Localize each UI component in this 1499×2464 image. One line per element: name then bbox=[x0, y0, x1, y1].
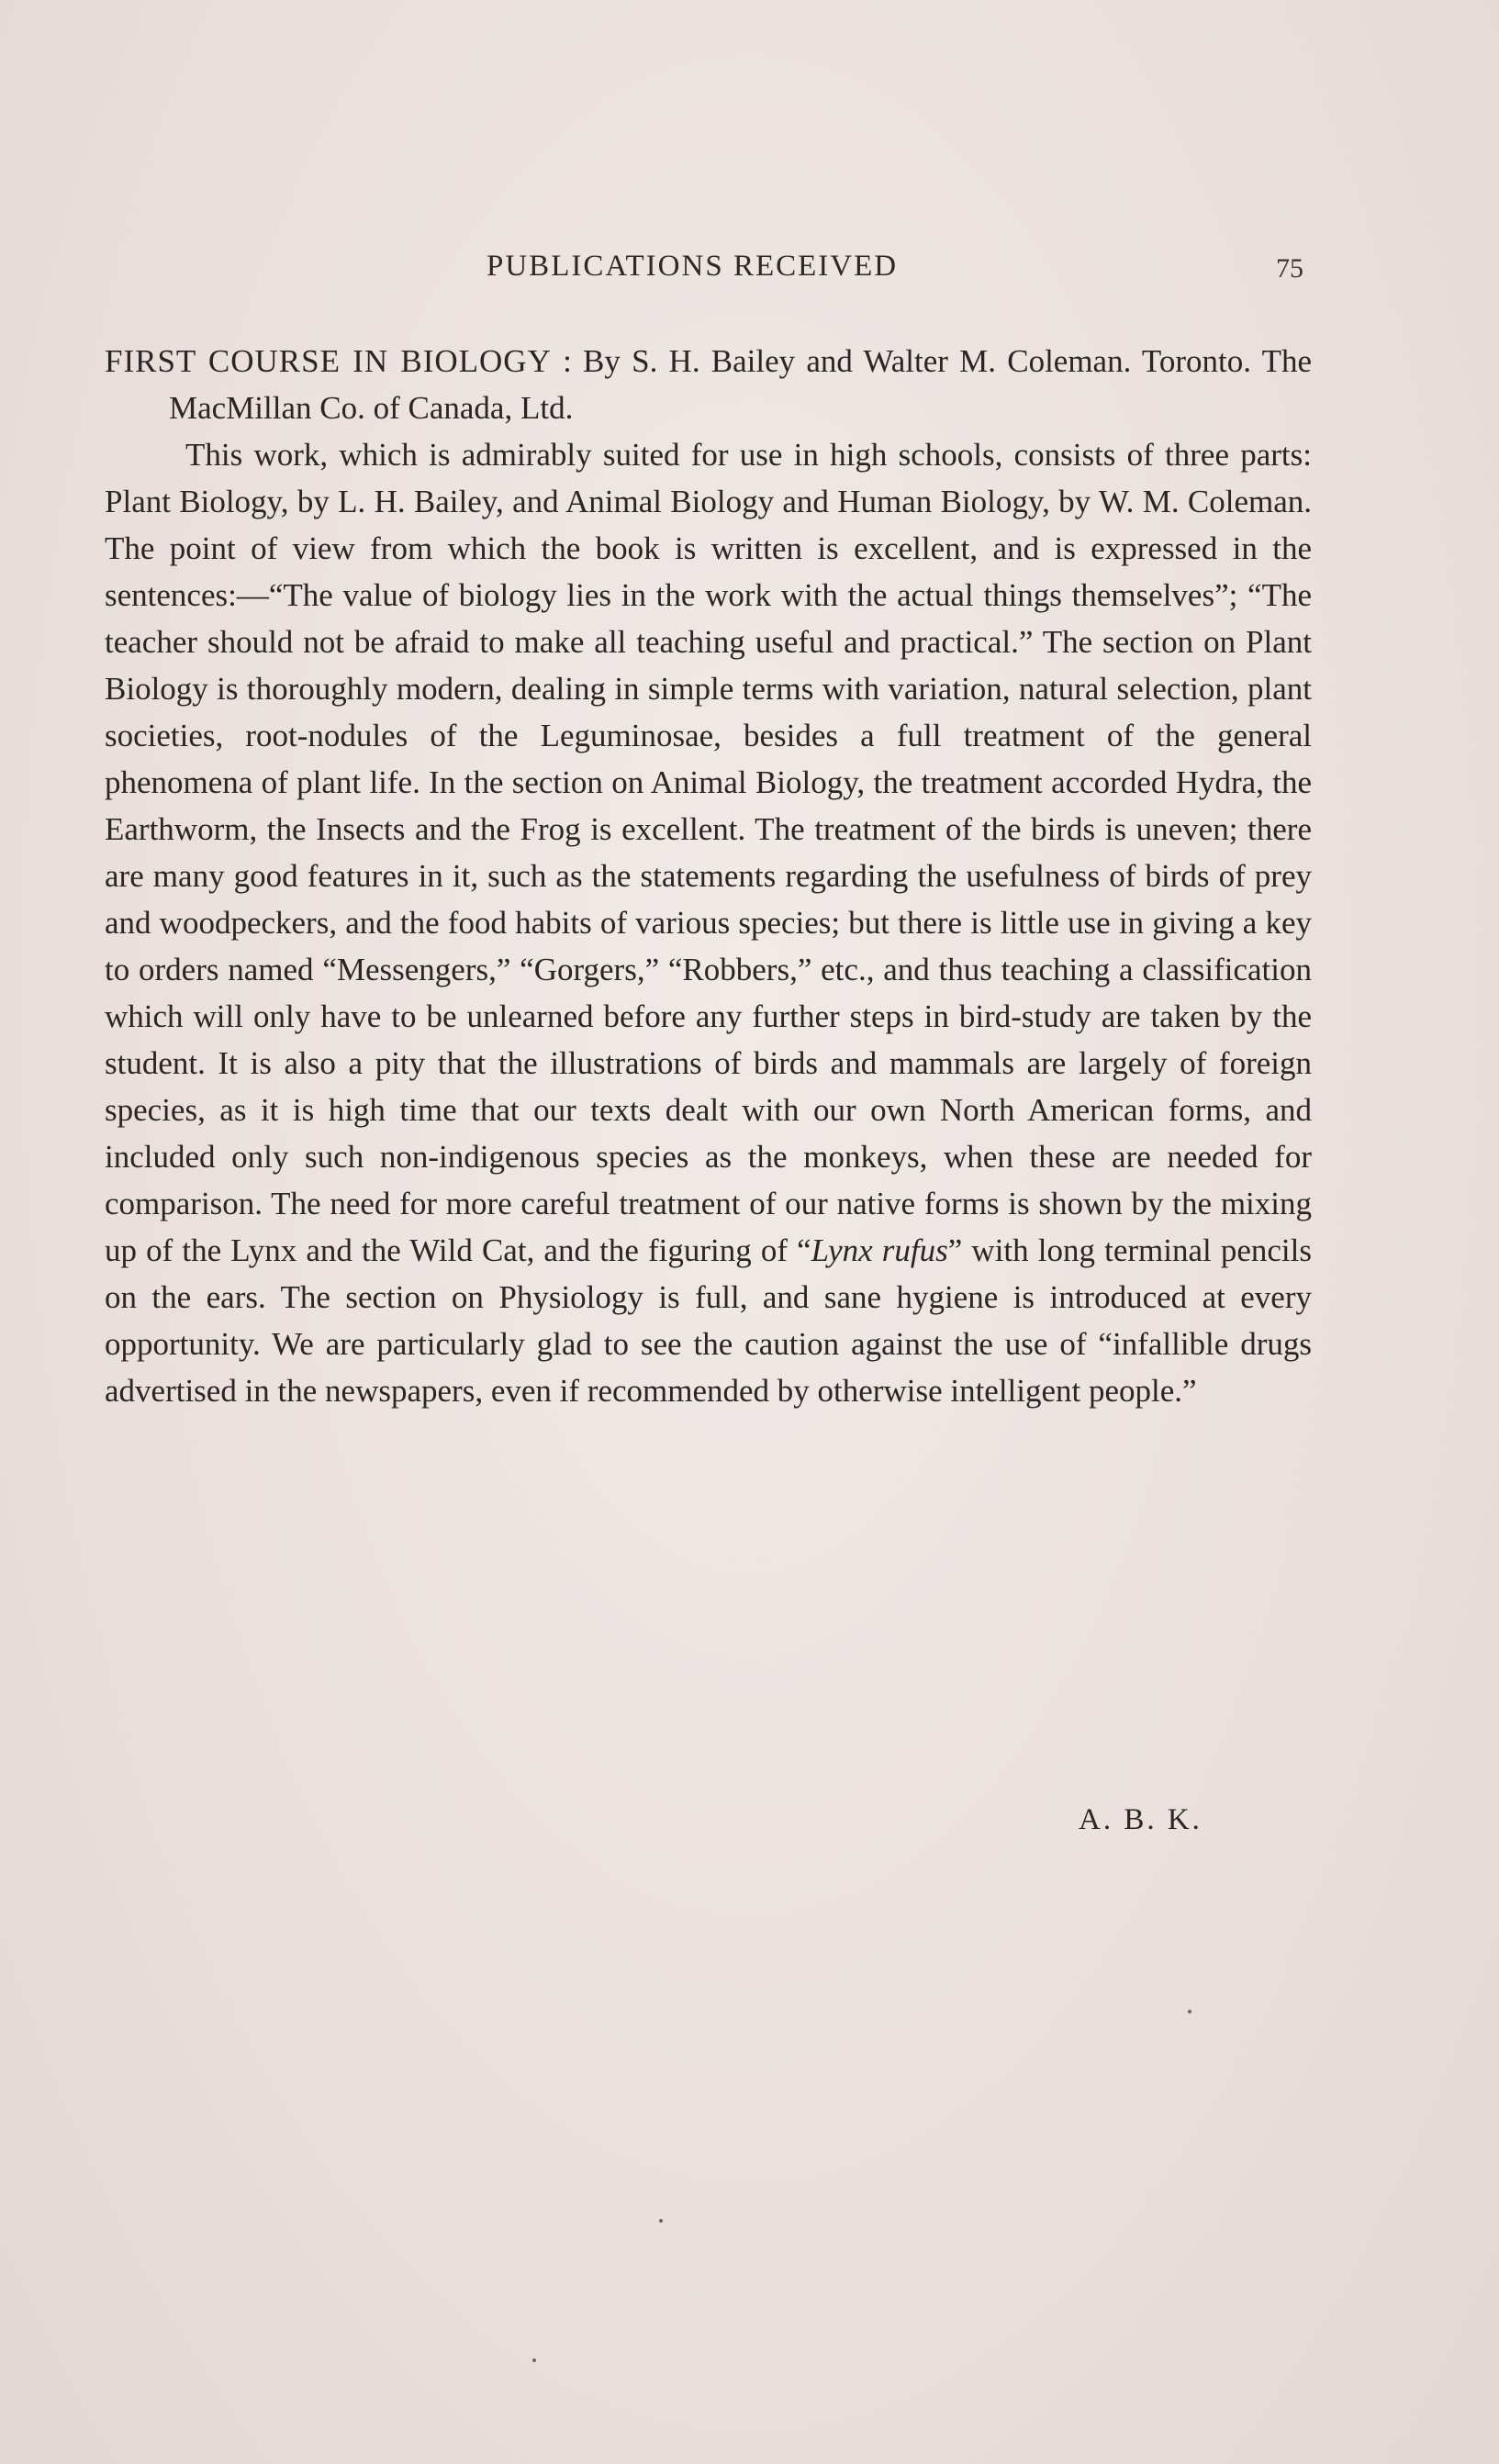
running-title: PUBLICATIONS RECEIVED bbox=[487, 250, 899, 283]
running-head bbox=[0, 250, 1499, 295]
book-citation: : By S. H. Bailey and Walter M. Coleman. Toronto. The MacMillan Co. of Canada, Ltd. bbox=[169, 343, 1313, 426]
review-paragraph bbox=[105, 431, 1312, 1414]
paper-speck bbox=[532, 2358, 536, 2362]
page-number: 75 bbox=[1276, 253, 1303, 284]
paper-speck bbox=[659, 2219, 663, 2223]
species-name: Lynx rufus bbox=[811, 1232, 948, 1268]
review-text-part-1: This work, which is admirably suited for use in high schools, consists of three parts: Plant Biology, by L. H. Bailey, and Animal Biology and Human Biology, by W. M. Coleman. The point of view from which the book is written is excellent, and is expressed in the sentences:—“The value of biology lies in the work with the actual things themselves”; “The teacher should not be afraid to make all teaching useful and practical.” The section on Plant Biology is thoroughly modern, dealing in simple terms with variation, natural selection, plant societies, root-nodules of the Leguminosae, besides a full treatment of the general phenomena of plant life. In the section on Animal Biology, the treatment accorded Hydra, the Earthworm, the Insects and the Frog is excellent. The treatment of the birds is uneven; there are many good features in it, such as the statements regarding the usefulness of birds of prey and woodpeckers, and the food habits of various species; but there is little use in giving a key to orders named “Messengers,” “Gorgers,” “Robbers,” etc., and thus teaching a classification which will only have to be unlearned before any further steps in bird-study are taken by the student. It is also a pity that the illustrations of birds and mammals are largely of foreign species, as it is high time that our texts dealt with our own North American forms, and included only such non-indigenous species as the monkeys, when these are needed for comparison. The need for more careful treatment of our native forms is shown by the mixing up of the Lynx and the Wild Cat, and the figuring of “ bbox=[105, 437, 1312, 1268]
review-text-part-2: ” with long terminal pencils on the ears. The section on Physiology is full, and sane hygiene is introduced at every opportunity. We are particularly glad to see the caution against the use of “infallible drugs advertised in the newspapers, even if recommended by otherwise intelligent people.” bbox=[105, 1232, 1312, 1409]
book-title: FIRST COURSE IN BIOLOGY bbox=[105, 343, 552, 379]
paper-speck bbox=[1188, 2010, 1191, 2013]
review-body bbox=[105, 338, 1312, 1414]
reviewer-initials: A. B. K. bbox=[1079, 1803, 1203, 1836]
book-entry bbox=[105, 338, 1312, 431]
